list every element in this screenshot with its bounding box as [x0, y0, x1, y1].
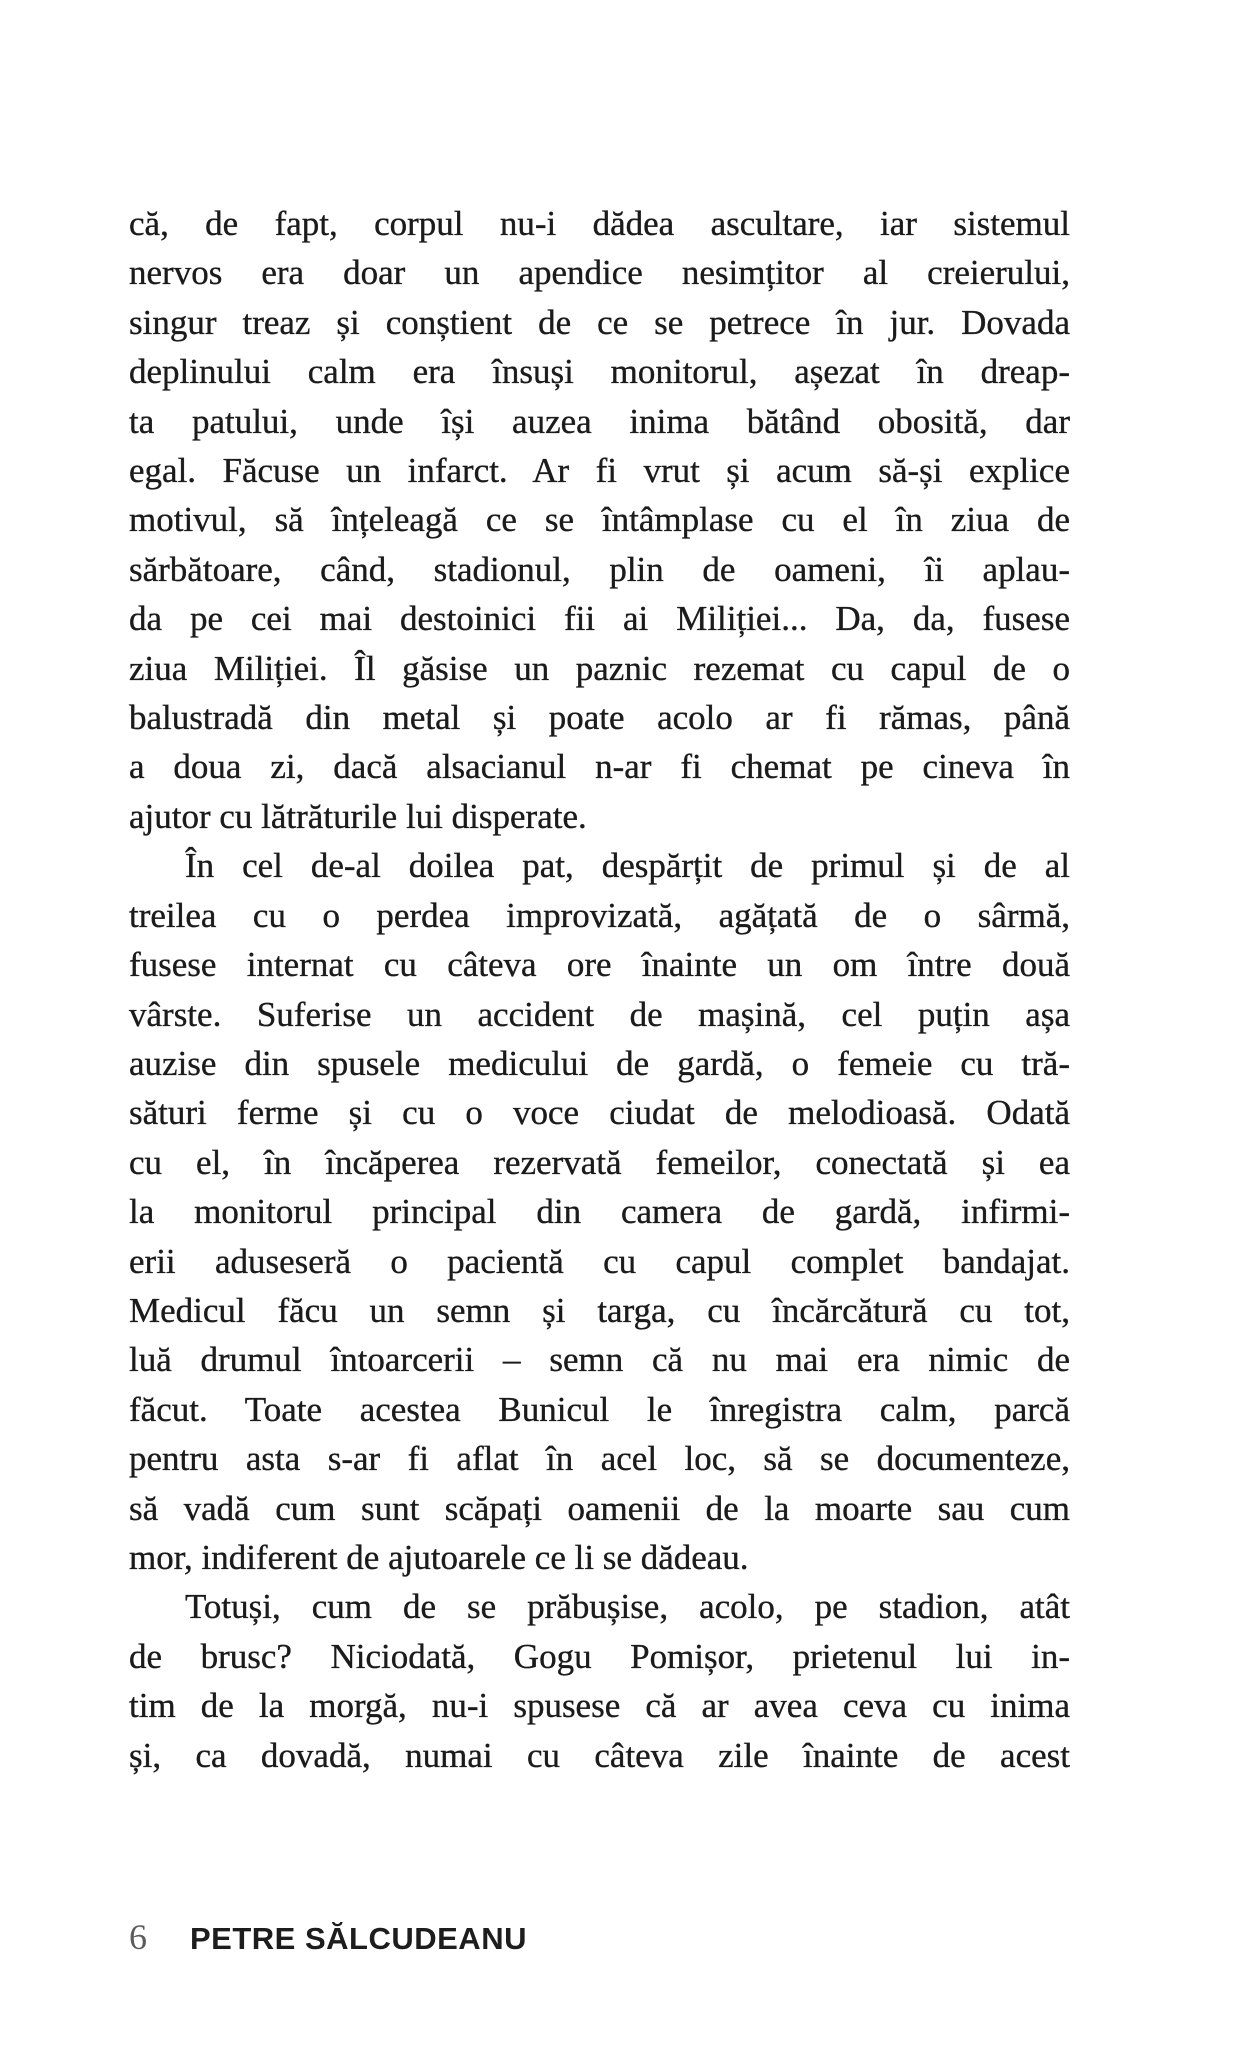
page-text [129, 199, 1070, 1780]
text-line: Medicul făcu un semn și targa, cu încărcătură cu tot, [129, 1290, 1070, 1330]
text-line: erii aduseseră o pacientă cu capul complet bandajat. [129, 1241, 1070, 1281]
text-line: a doua zi, dacă alsacianul n-ar fi chemat pe cineva în [129, 747, 1070, 787]
text-line: pentru asta s-ar fi aflat în acel loc, să se documenteze, [129, 1439, 1070, 1479]
text-line: egal. Făcuse un infarct. Ar fi vrut și acum să-și explice [129, 451, 1070, 491]
text-line: Totuși, cum de se prăbușise, acolo, pe stadion, atât [185, 1587, 1070, 1627]
text-line: auzise din spusele medicului de gardă, o femeie cu tră- [129, 1043, 1070, 1083]
text-line: nervos era doar un apendice nesimțitor al creierului, [129, 253, 1070, 293]
text-line: sărbătoare, când, stadionul, plin de oameni, îi aplau- [129, 549, 1070, 589]
text-line: singur treaz și conștient de ce se petrece în jur. Dovada [129, 302, 1070, 342]
text-line: ta patului, unde își auzea inima bătând obosită, dar [129, 401, 1070, 441]
text-line: sături ferme și cu o voce ciudat de melodioasă. Odată [129, 1093, 1070, 1133]
text-line: mor, indiferent de ajutoarele ce li se dădeau. [129, 1537, 749, 1577]
text-line: treilea cu o perdea improvizată, agățată de o sârmă, [129, 895, 1070, 935]
text-line: da pe cei mai destoinici fii ai Miliției... Da, da, fusese [129, 599, 1070, 639]
text-line: ajutor cu lătrăturile lui disperate. [129, 796, 587, 836]
text-line: deplinului calm era însuși monitorul, așezat în dreap- [129, 352, 1070, 392]
text-line: și, ca dovadă, numai cu câteva zile înainte de acest [129, 1735, 1070, 1775]
text-line: de brusc? Niciodată, Gogu Pomișor, prietenul lui in- [129, 1636, 1070, 1676]
text-line: vârste. Suferise un accident de mașină, cel puțin așa [129, 994, 1070, 1034]
text-line: la monitorul principal din camera de gardă, infirmi- [129, 1192, 1070, 1232]
text-line: tim de la morgă, nu-i spusese că ar avea ceva cu inima [129, 1686, 1070, 1726]
text-line: În cel de-al doilea pat, despărțit de primul și de al [185, 846, 1070, 886]
text-line: că, de fapt, corpul nu-i dădea ascultare, iar sistemul [129, 204, 1070, 243]
text-line: motivul, să înțeleagă ce se întâmplase cu el în ziua de [129, 500, 1070, 540]
text-line: ziua Miliției. Îl găsise un paznic rezemat cu capul de o [129, 648, 1070, 688]
text-line: să vadă cum sunt scăpați oamenii de la moarte sau cum [129, 1488, 1070, 1528]
page-footer [129, 1916, 1070, 1958]
text-line: balustradă din metal și poate acolo ar fi rămas, până [129, 698, 1070, 738]
text-line: luă drumul întoarcerii – semn că nu mai era nimic de [129, 1340, 1070, 1380]
page-number: 6 [129, 1917, 147, 1957]
text-line: fusese internat cu câteva ore înainte un om între două [129, 945, 1070, 985]
text-line: cu el, în încăperea rezervată femeilor, conectată și ea [129, 1142, 1070, 1182]
text-line: făcut. Toate acestea Bunicul le înregistra calm, parcă [129, 1389, 1070, 1429]
footer-author: PETRE SĂLCUDEANU [190, 1921, 527, 1956]
